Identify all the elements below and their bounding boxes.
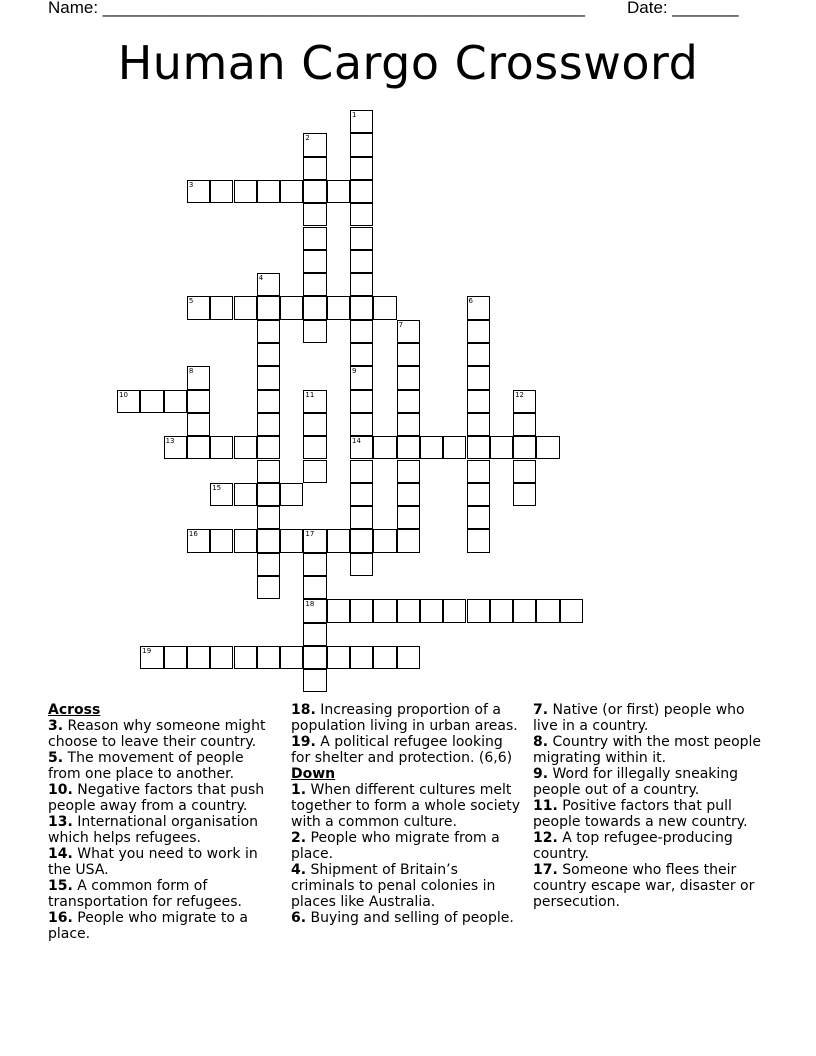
grid-cell[interactable] bbox=[467, 483, 490, 506]
grid-cell[interactable] bbox=[303, 529, 326, 552]
grid-cell[interactable] bbox=[303, 623, 326, 646]
grid-cell[interactable] bbox=[467, 366, 490, 389]
grid-cell[interactable] bbox=[350, 203, 373, 226]
grid-cell[interactable] bbox=[257, 553, 280, 576]
grid-cell[interactable] bbox=[490, 436, 513, 459]
clue-item-number: 3. bbox=[48, 718, 64, 734]
grid-cell[interactable] bbox=[513, 413, 536, 436]
clue-number: 1 bbox=[352, 111, 357, 119]
grid-cell[interactable] bbox=[350, 646, 373, 669]
clue-number: 6 bbox=[468, 297, 473, 306]
grid-cell[interactable] bbox=[303, 390, 326, 413]
grid-cell[interactable] bbox=[373, 436, 396, 459]
clue-number: 2 bbox=[305, 134, 310, 143]
grid-cell[interactable] bbox=[350, 483, 373, 506]
clue-item-number: 8. bbox=[533, 734, 549, 750]
grid-cell[interactable] bbox=[210, 296, 233, 319]
grid-cell[interactable] bbox=[397, 506, 420, 529]
grid-cell[interactable] bbox=[467, 413, 490, 436]
clue-item-number: 5. bbox=[48, 750, 64, 766]
grid-cell[interactable] bbox=[210, 529, 233, 552]
grid-cell[interactable] bbox=[257, 180, 280, 203]
grid-cell[interactable] bbox=[303, 320, 326, 343]
clue-item bbox=[533, 734, 765, 766]
clue-item-text: Positive factors that pull people towards a new country. bbox=[533, 798, 748, 830]
grid-cell[interactable] bbox=[187, 646, 210, 669]
clue-item-text: Increasing proportion of a population living in urban areas. bbox=[291, 702, 518, 734]
clue-number: 16 bbox=[188, 530, 198, 539]
clue-item-number: 18. bbox=[291, 702, 316, 718]
grid-cell[interactable] bbox=[210, 180, 233, 203]
grid-cell[interactable] bbox=[303, 669, 326, 692]
clue-item-number: 9. bbox=[533, 766, 549, 782]
grid-cell[interactable] bbox=[303, 180, 326, 203]
clue-item bbox=[48, 846, 280, 878]
grid-cell[interactable] bbox=[280, 180, 303, 203]
grid-cell[interactable] bbox=[234, 436, 257, 459]
clue-item bbox=[48, 814, 280, 846]
grid-cell[interactable] bbox=[467, 343, 490, 366]
clue-number: 10 bbox=[119, 390, 128, 399]
grid-cell[interactable] bbox=[373, 296, 396, 319]
clue-item bbox=[48, 750, 280, 782]
clue-item-text: Reason why someone might choose to leave their country. bbox=[48, 718, 266, 750]
grid-cell[interactable] bbox=[536, 436, 559, 459]
grid-cell[interactable] bbox=[467, 529, 490, 552]
grid-cell[interactable] bbox=[164, 436, 187, 459]
grid-cell[interactable] bbox=[397, 413, 420, 436]
grid-cell[interactable] bbox=[327, 646, 350, 669]
grid-cell[interactable] bbox=[513, 436, 536, 459]
grid-cell[interactable] bbox=[210, 483, 233, 506]
clue-number: 11 bbox=[305, 390, 315, 399]
grid-cell[interactable] bbox=[397, 460, 420, 483]
grid-cell[interactable] bbox=[350, 506, 373, 529]
clue-item-number: 1. bbox=[291, 782, 307, 798]
grid-cell[interactable] bbox=[350, 460, 373, 483]
clue-item bbox=[291, 830, 523, 862]
date-field-label: Date: _______ bbox=[627, 0, 739, 17]
grid-cell[interactable] bbox=[350, 343, 373, 366]
grid-cell[interactable] bbox=[397, 646, 420, 669]
grid-cell[interactable] bbox=[187, 296, 210, 319]
clue-item bbox=[533, 766, 765, 798]
grid-cell[interactable] bbox=[280, 483, 303, 506]
grid-cell[interactable] bbox=[560, 599, 583, 622]
clue-item-number: 13. bbox=[48, 814, 73, 830]
clue-item-number: 19. bbox=[291, 734, 316, 750]
clue-item bbox=[291, 910, 523, 926]
grid-cell[interactable] bbox=[327, 529, 350, 552]
clue-item-text: Country with the most people migrating within it. bbox=[533, 734, 762, 766]
grid-cell[interactable] bbox=[397, 436, 420, 459]
grid-cell[interactable] bbox=[350, 553, 373, 576]
clue-item-number: 17. bbox=[533, 862, 558, 878]
clue-item-text: Word for illegally sneaking people out of a country. bbox=[533, 766, 739, 798]
grid-cell[interactable] bbox=[140, 390, 163, 413]
clue-item bbox=[533, 862, 765, 910]
clue-number: 18 bbox=[305, 600, 315, 609]
grid-cell[interactable] bbox=[350, 436, 373, 459]
grid-cell[interactable] bbox=[234, 529, 257, 552]
clue-number: 14 bbox=[352, 437, 361, 446]
grid-cell[interactable] bbox=[303, 250, 326, 273]
clue-item bbox=[48, 910, 280, 942]
clue-item bbox=[533, 830, 765, 862]
grid-cell[interactable] bbox=[303, 133, 326, 156]
grid-cell[interactable] bbox=[513, 390, 536, 413]
grid-cell[interactable] bbox=[350, 133, 373, 156]
clue-item bbox=[533, 702, 765, 734]
grid-cell[interactable] bbox=[397, 529, 420, 552]
grid-cell[interactable] bbox=[513, 599, 536, 622]
grid-cell[interactable] bbox=[164, 390, 187, 413]
grid-cell[interactable] bbox=[257, 506, 280, 529]
clue-section-heading: Down bbox=[291, 766, 336, 782]
grid-cell[interactable] bbox=[536, 599, 559, 622]
grid-cell[interactable] bbox=[257, 296, 280, 319]
clue-item-text: People who migrate from a place. bbox=[291, 830, 500, 862]
grid-cell[interactable] bbox=[257, 646, 280, 669]
clue-item bbox=[291, 702, 523, 734]
grid-cell[interactable] bbox=[350, 320, 373, 343]
grid-cell[interactable] bbox=[467, 436, 490, 459]
grid-cell[interactable] bbox=[257, 483, 280, 506]
clue-item-number: 7. bbox=[533, 702, 549, 718]
name-field-label: Name: ___________________________________________________ bbox=[48, 0, 585, 17]
grid-cell[interactable] bbox=[187, 413, 210, 436]
clue-number: 4 bbox=[258, 274, 264, 283]
clue-item-text: Native (or first) people who live in a country. bbox=[533, 702, 745, 734]
grid-cell[interactable] bbox=[420, 436, 443, 459]
clue-item-text: A political refugee looking for shelter and protection. (6,6) bbox=[291, 734, 513, 766]
grid-cell[interactable] bbox=[303, 436, 326, 459]
grid-cell[interactable] bbox=[350, 227, 373, 250]
grid-cell[interactable] bbox=[467, 390, 490, 413]
grid-cell[interactable] bbox=[467, 599, 490, 622]
grid-cell[interactable] bbox=[303, 599, 326, 622]
clue-item-number: 6. bbox=[291, 910, 307, 926]
grid-cell[interactable] bbox=[397, 599, 420, 622]
grid-cell[interactable] bbox=[164, 646, 187, 669]
clue-item-text: International organisation which helps refugees. bbox=[48, 814, 259, 846]
grid-cell[interactable] bbox=[350, 250, 373, 273]
clue-item-text: When different cultures melt together to form a whole society with a common culture. bbox=[291, 782, 521, 830]
clue-item-number: 11. bbox=[533, 798, 558, 814]
grid-cell[interactable] bbox=[327, 296, 350, 319]
grid-cell[interactable] bbox=[513, 460, 536, 483]
clue-item-text: People who migrate to a place. bbox=[48, 910, 248, 942]
clue-item bbox=[291, 782, 523, 830]
grid-cell[interactable] bbox=[350, 180, 373, 203]
grid-cell[interactable] bbox=[187, 390, 210, 413]
grid-cell[interactable] bbox=[210, 646, 233, 669]
grid-cell[interactable] bbox=[257, 529, 280, 552]
grid-cell[interactable] bbox=[140, 646, 163, 669]
grid-cell[interactable] bbox=[280, 529, 303, 552]
grid-cell[interactable] bbox=[327, 180, 350, 203]
clue-item-number: 4. bbox=[291, 862, 307, 878]
grid-cell[interactable] bbox=[234, 296, 257, 319]
grid-cell[interactable] bbox=[397, 366, 420, 389]
grid-cell[interactable] bbox=[303, 646, 326, 669]
grid-cell[interactable] bbox=[303, 296, 326, 319]
clue-number: 3 bbox=[188, 180, 194, 189]
grid-cell[interactable] bbox=[257, 576, 280, 599]
clue-item bbox=[48, 718, 280, 750]
grid-cell[interactable] bbox=[350, 110, 373, 133]
grid-cell[interactable] bbox=[303, 273, 326, 296]
clue-item-text: What you need to work in the USA. bbox=[48, 846, 258, 878]
grid-cell[interactable] bbox=[257, 273, 280, 296]
clue-number: 17 bbox=[305, 530, 315, 539]
page-title: Human Cargo Crossword bbox=[117, 36, 699, 90]
clue-item-text: A top refugee-producing country. bbox=[533, 830, 733, 862]
grid-cell[interactable] bbox=[397, 343, 420, 366]
grid-cell[interactable] bbox=[257, 390, 280, 413]
clue-number: 9 bbox=[352, 367, 357, 376]
clue-number: 8 bbox=[188, 367, 194, 376]
grid-cell[interactable] bbox=[257, 343, 280, 366]
clue-item-text: A common form of transportation for refugees. bbox=[48, 878, 242, 910]
clue-item bbox=[533, 798, 765, 830]
clue-item-text: The movement of people from one place to another. bbox=[48, 750, 244, 782]
grid-cell[interactable] bbox=[303, 553, 326, 576]
clue-item-number: 10. bbox=[48, 782, 73, 798]
grid-cell[interactable] bbox=[280, 646, 303, 669]
clue-section-heading: Across bbox=[48, 702, 101, 718]
grid-cell[interactable] bbox=[490, 599, 513, 622]
grid-cell[interactable] bbox=[467, 460, 490, 483]
grid-cell[interactable] bbox=[350, 390, 373, 413]
grid-cell[interactable] bbox=[187, 180, 210, 203]
grid-cell[interactable] bbox=[350, 413, 373, 436]
grid-cell[interactable] bbox=[443, 599, 466, 622]
clue-item bbox=[291, 734, 523, 766]
grid-cell[interactable] bbox=[187, 529, 210, 552]
grid-cell[interactable] bbox=[303, 576, 326, 599]
clue-column-2 bbox=[291, 702, 523, 926]
clue-item-text: Negative factors that push people away from a country. bbox=[48, 782, 265, 814]
grid-cell[interactable] bbox=[350, 273, 373, 296]
grid-cell[interactable] bbox=[513, 483, 536, 506]
clue-number: 5 bbox=[188, 297, 194, 306]
clue-number: 13 bbox=[165, 437, 175, 446]
grid-cell[interactable] bbox=[350, 599, 373, 622]
grid-cell[interactable] bbox=[234, 646, 257, 669]
clue-item-text: Buying and selling of people. bbox=[306, 910, 514, 926]
grid-cell[interactable] bbox=[467, 296, 490, 319]
grid-cell[interactable] bbox=[467, 320, 490, 343]
grid-cell[interactable] bbox=[234, 483, 257, 506]
clue-number: 15 bbox=[212, 483, 222, 492]
clue-item-number: 15. bbox=[48, 878, 73, 894]
grid-cell[interactable] bbox=[117, 390, 140, 413]
clue-item bbox=[48, 878, 280, 910]
grid-cell[interactable] bbox=[303, 203, 326, 226]
clue-column-3 bbox=[533, 702, 765, 910]
clue-item-number: 12. bbox=[533, 830, 558, 846]
grid-cell[interactable] bbox=[350, 366, 373, 389]
grid-cell[interactable] bbox=[187, 436, 210, 459]
grid-cell[interactable] bbox=[257, 413, 280, 436]
grid-cell[interactable] bbox=[187, 366, 210, 389]
grid-cell[interactable] bbox=[303, 413, 326, 436]
grid-cell[interactable] bbox=[397, 390, 420, 413]
clue-item-number: 14. bbox=[48, 846, 73, 862]
grid-cell[interactable] bbox=[327, 599, 350, 622]
clue-item-text: Someone who flees their country escape war, disaster or persecution. bbox=[533, 862, 755, 910]
grid-cell[interactable] bbox=[443, 436, 466, 459]
grid-cell[interactable] bbox=[303, 227, 326, 250]
grid-cell[interactable] bbox=[467, 506, 490, 529]
grid-cell[interactable] bbox=[373, 646, 396, 669]
grid-cell[interactable] bbox=[257, 436, 280, 459]
clue-item bbox=[291, 862, 523, 910]
grid-cell[interactable] bbox=[257, 460, 280, 483]
grid-cell[interactable] bbox=[303, 157, 326, 180]
grid-cell[interactable] bbox=[373, 599, 396, 622]
grid-cell[interactable] bbox=[350, 157, 373, 180]
grid-cell[interactable] bbox=[350, 529, 373, 552]
clue-item bbox=[48, 782, 280, 814]
clue-item-number: 16. bbox=[48, 910, 73, 926]
grid-cell[interactable] bbox=[397, 483, 420, 506]
clue-column-1 bbox=[48, 702, 280, 942]
grid-cell[interactable] bbox=[397, 320, 420, 343]
grid-cell[interactable] bbox=[373, 529, 396, 552]
grid-cell[interactable] bbox=[350, 296, 373, 319]
clue-number: 12 bbox=[515, 390, 525, 399]
grid-cell[interactable] bbox=[303, 460, 326, 483]
clue-item-number: 2. bbox=[291, 830, 307, 846]
grid-cell[interactable] bbox=[257, 320, 280, 343]
grid-cell[interactable] bbox=[234, 180, 257, 203]
clue-number: 19 bbox=[142, 646, 152, 655]
grid-cell[interactable] bbox=[280, 296, 303, 319]
grid-cell[interactable] bbox=[420, 599, 443, 622]
grid-cell[interactable] bbox=[210, 436, 233, 459]
clue-item-text: Shipment of Britain’s criminals to penal colonies in places like Australia. bbox=[291, 862, 496, 910]
grid-cell[interactable] bbox=[257, 366, 280, 389]
clue-number: 7 bbox=[398, 320, 404, 329]
